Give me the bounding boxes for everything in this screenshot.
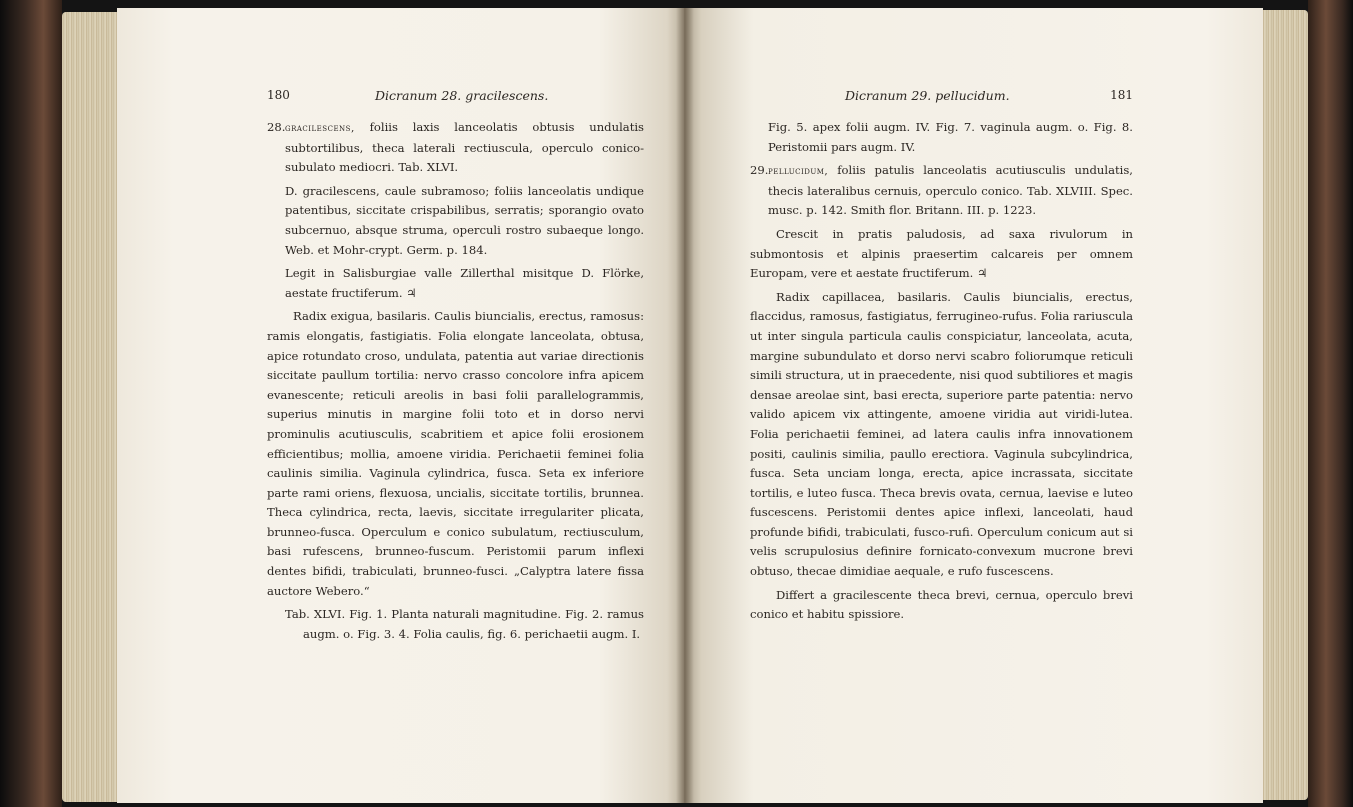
plate-reference: Tab. XLVI. Fig. 1. Planta naturali magnitudine. Fig. 2. ramus augm. o. Fig. 3. 4. Folia caulis, fig. 6. perichaetii augm. I. [285,607,644,641]
species-entry-28 [267,118,644,178]
book-gutter [676,8,694,803]
habitat-paragraph: Crescit in pratis paludosis, ad saxa rivulorum in submontosis et alpinis praesertim calcareis per omnem Europam, vere et aestate fructiferum. ♃ [750,226,1133,281]
left-running-title: Dicranum 28. gracilescens. [375,88,549,103]
description-paragraph: Radix capillacea, basilaris. Caulis biuncialis, erectus, flaccidus, ramosus, fastigiatus, ferrugineo-rufus. Folia rariuscula ut inter singula particula caulis conspiciatur, lanceolata, acuta, margine subundulato et dorso nervi scabro foliorumque reticuli simili structura, ut in praecedente, nisi quod subtiliores et magis densae areolae sint, basi erecta, superiore parte patentia: nervo valido apicem vix attingente, amoene viridia aut viridi-lutea. Folia perichaetii feminei, ad latera caulis infra innovationem positi, caulinis similia, paullo erectiora. Vaginula subcylindrica, fusca. Seta unciam longa, erecta, apice incrassata, siccitate tortilis, e luteo fusca. Theca brevis ovata, cernua, laevise e luteo fuscescens. Peristomii dentes apice inflexi, lanceolati, haud profunde bifidi, trabiculati, fusco-rufi. Operculum conicum aut si velis scrupulosius definire fornicato-convexum mucrone brevi obtuso, thecae dimidiae aequale, e rufo fuscescens. [750,289,1133,579]
species-diagnosis: foliis patulis lanceolatis acutiusculis undulatis, thecis lateralibus cernuis, operculo conico. Tab. XLVIII. Spec. musc. p. 142. Smith flor. Britann. III. p. 1223. [768,163,1133,218]
description-paragraph: Radix exigua, basilaris. Caulis biuncialis, erectus, ramosus: ramis elongatis, fastigiatis. Folia elongate lanceolata, obtusa, apice rotundato croso, undulata, patentia aut variae directionis siccitate paullum tortilia: nervo crasso concolore infra apicem evanescente; reticuli areolis in basi folii parallelogrammis, superius minutis in margine folii toto et in dorso nervi prominulis acutiusculis, scabritiem et apice folii erosionem efficientibus; mollia, amoene viridia. Perichaetii feminei folia caulinis similia. Vaginula cylindrica, fusca. Seta ex inferiore parte rami oriens, flexuosa, uncialis, siccitate tortilis, brunnea. Theca cylindrica, recta, laevis, siccitate irregulariter plicata, brunneo-fusca. Operculum e conico subulatum, rectiusculum, basi rufescens, brunneo-fuscum. Peristomii parum inflexi dentes bifidi, trabiculati, brunneo-fusci. „Calyptra latere fissa auctore Webero.“ [267,309,644,598]
left-cover [0,0,62,807]
comparison-paragraph: Differt a gracilescente theca brevi, cernua, operculo brevi conico et habitu spissiore. [750,587,1133,622]
left-page-body [267,118,644,644]
entry-number: 28. [267,120,286,134]
plate-continuation: Fig. 5. apex folii augm. IV. Fig. 7. vaginula augm. o. Fig. 8. Peristomii pars augm. IV. [768,120,1133,154]
species-name: pellucidum, [768,165,829,178]
left-running-head [267,88,644,108]
right-running-head [750,88,1133,108]
left-page [117,8,684,803]
right-page-number: 181 [1110,88,1133,102]
species-name: gracilescens, [285,122,355,134]
right-page-body [750,118,1133,625]
habitat-paragraph: Legit in Salisburgiae valle Zillerthal misitque D. Flörke, aestate fructiferum. ♃ [285,266,644,300]
right-cover [1308,0,1353,807]
right-running-title: Dicranum 29. pellucidum. [845,88,1010,103]
species-entry-29 [750,161,1133,221]
right-page-edges [1258,10,1308,800]
left-page-edges [62,12,117,802]
species-diagnosis: foliis laxis lanceolatis obtusis undulatis subtortilibus, theca laterali rectiuscula, operculo conico-subulato mediocri. Tab. XLVI. [285,120,645,175]
synonym-paragraph: D. gracilescens, caule subramoso; foliis lanceolatis undique patentibus, siccitate crispabilibus, serratis; sporangio ovato subcernuo, absque struma, operculi rostro subaeque longo. Web. et Mohr-crypt. Germ. p. 184. [285,183,644,257]
left-page-number: 180 [267,88,290,102]
entry-number: 29. [750,163,769,178]
right-page [684,8,1263,803]
